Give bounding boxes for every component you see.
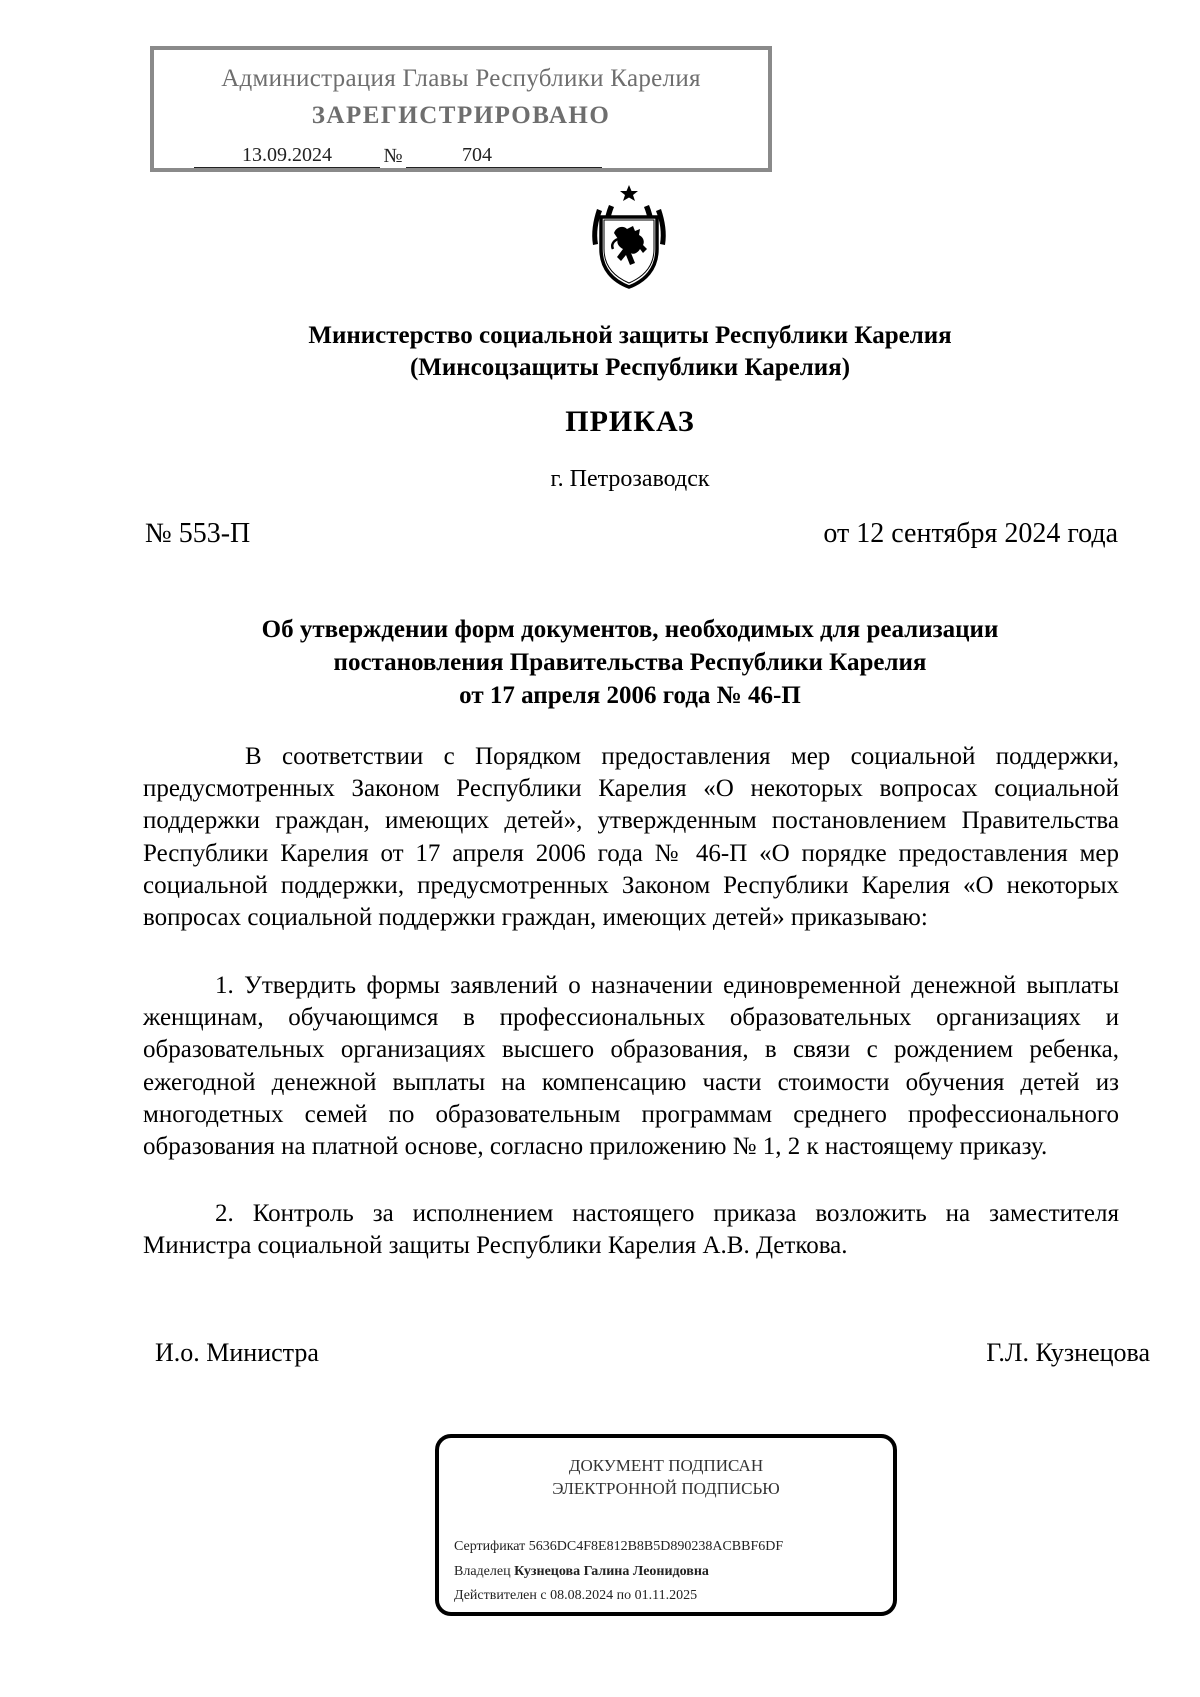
order-date: от 12 сентября 2024 года xyxy=(823,518,1118,549)
esig-valid-from: 08.08.2024 xyxy=(550,1588,614,1603)
esig-valid-to: 01.11.2025 xyxy=(634,1588,698,1603)
esig-valid-from-label: с xyxy=(540,1588,547,1603)
esig-certificate-row xyxy=(454,1539,783,1555)
esig-cert-value: 5636DC4F8E812B8B5D890238ACBBF6DF xyxy=(528,1539,784,1554)
order-subject xyxy=(0,613,1200,712)
document-city: г. Петрозаводск xyxy=(550,466,710,492)
order-number: № 553-П xyxy=(145,518,251,549)
order-subject-line3: от 17 апреля 2006 года № 46-П xyxy=(459,682,801,709)
stamp-status: ЗАРЕГИСТРИРОВАНО xyxy=(311,102,611,129)
esig-owner-label: Владелец xyxy=(454,1564,511,1579)
esig-valid-label: Действителен xyxy=(454,1588,537,1603)
stamp-org: Администрация Главы Республики Карелия xyxy=(221,65,701,92)
registration-stamp xyxy=(150,46,772,172)
ministry-name-line2: (Минсоцзащиты Республики Карелия) xyxy=(409,354,851,381)
ministry-name xyxy=(0,320,1200,384)
body-paragraph-preamble: В соответствии с Порядком предоставления мер социальной поддержки, предусмотренных Законом Республики Карелия «О некоторых вопросах социальной поддержки граждан, имеющих детей», утвержденным постановлением Правительства Республики Карелия от 17 апреля 2006 года № 46-П «О порядке предоставления мер социальной поддержки, предусмотренных Законом Республики Карелия «О некоторых вопросах социальной поддержки граждан, имеющих детей» приказываю: xyxy=(143,743,1119,932)
stamp-registration-row xyxy=(194,144,602,168)
stamp-number: 704 xyxy=(406,144,602,168)
esig-cert-label: Сертификат xyxy=(454,1539,526,1554)
esig-heading xyxy=(439,1454,893,1500)
signer-title: И.о. Министра xyxy=(155,1338,319,1367)
ministry-name-line1: Министерство социальной защиты Республики Карелия xyxy=(308,322,952,349)
esig-validity-row xyxy=(454,1588,697,1604)
order-subject-line2: постановления Правительства Республики Карелия xyxy=(333,649,927,676)
esig-owner-value: Кузнецова Галина Леонидовна xyxy=(514,1564,709,1579)
esig-valid-to-label: по xyxy=(616,1588,632,1603)
karelia-coat-of-arms-icon xyxy=(583,183,675,291)
body-paragraph-item2: 2. Контроль за исполнением настоящего приказа возложить на заместителя Министра социальной защиты Республики Карелия А.В. Деткова. xyxy=(143,1200,1119,1260)
body-paragraph-item1: 1. Утвердить формы заявлений о назначении единовременной денежной выплаты женщинам, обучающимся в профессиональных образовательных организациях и образовательных организациях высшего образования, в связи с рождением ребенка, ежегодной денежной выплаты на компенсацию части стоимости обучения детей из многодетных семей по образовательным программам среднего профессионального образования на платной основе, согласно приложению № 1, 2 к настоящему приказу. xyxy=(143,972,1119,1161)
stamp-date: 13.09.2024 xyxy=(194,144,380,168)
document-type: ПРИКАЗ xyxy=(565,405,695,438)
esig-heading-line2: ЭЛЕКТРОННОЙ ПОДПИСЬЮ xyxy=(552,1479,780,1498)
esig-heading-line1: ДОКУМЕНТ ПОДПИСАН xyxy=(568,1456,764,1475)
electronic-signature-stamp xyxy=(435,1434,897,1616)
signer-name: Г.Л. Кузнецова xyxy=(986,1338,1150,1367)
stamp-number-sign: № xyxy=(383,145,403,167)
esig-owner-row xyxy=(454,1564,709,1580)
order-subject-line1: Об утверждении форм документов, необходимых для реализации xyxy=(261,616,999,643)
